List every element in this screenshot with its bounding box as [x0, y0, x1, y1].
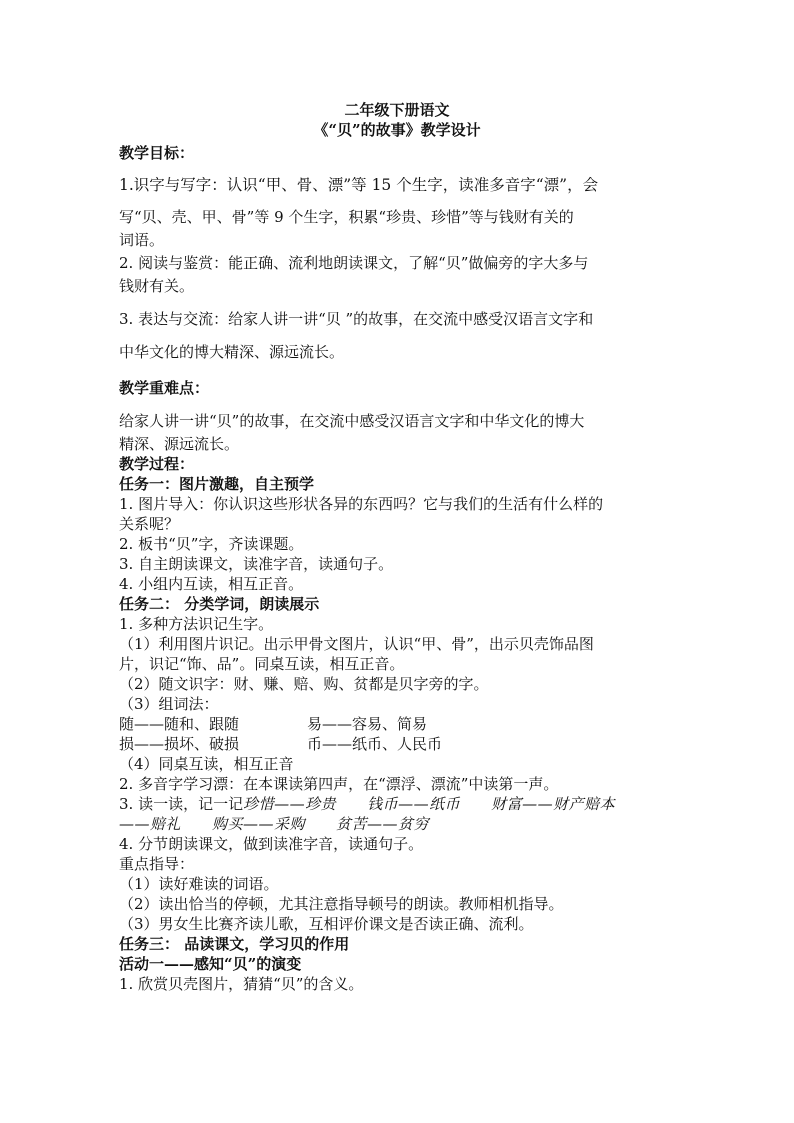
guide-heading: 重点指导：	[119, 855, 195, 873]
task-2-step-3-line-2: ——赔礼 购买——采购 贫苦——贫穷	[119, 815, 430, 833]
process-heading: 教学过程：	[119, 455, 195, 473]
goal-3-line-1: 3. 表达与交流：给家人讲一讲“贝 ”的故事，在交流中感受汉语言文字和	[119, 310, 594, 328]
goal-1-line-3: 词语。	[119, 231, 165, 249]
task-1-step-2: 2. 板书“贝”字，齐读课题。	[119, 535, 304, 553]
goal-2-line-1: 2. 阅读与鉴赏：能正确、流利地朗读课文，了解“贝”做偏旁的字大多与	[119, 254, 589, 272]
task-2-step-1d: （4）同桌互读，相互正音	[119, 755, 294, 773]
doc-title-grade: 二年级下册语文	[344, 101, 450, 119]
guide-item-1: （1）读好难读的词语。	[119, 875, 279, 893]
task-1-step-1-line-2: 关系呢？	[119, 515, 180, 533]
task-1-step-4: 4. 小组内互读，相互正音。	[119, 575, 304, 593]
activity-1-step-1: 1. 欣赏贝壳图片，猜猜“贝”的含义。	[119, 975, 364, 993]
task-2-step-2: 2. 多音字学习漂：在本课读第四声，在“漂浮、漂流”中读第一声。	[119, 775, 559, 793]
key-points-line-1: 给家人讲一讲“贝”的故事，在交流中感受汉语言文字和中华文化的博大	[119, 412, 585, 430]
activity-1-heading: 活动一——感知“贝”的演变	[119, 955, 302, 973]
goals-heading: 教学目标：	[119, 144, 195, 162]
goal-2-line-2: 钱财有关。	[119, 277, 195, 295]
task-1-step-1-line-1: 1. 图片导入：你认识这些形状各异的东西吗？它与我们的生活有什么样的	[119, 495, 604, 513]
task-2-step-1c: （3）组词法：	[119, 695, 219, 713]
task-2-step-1a-line-1: （1）利用图片识记。出示甲骨文图片，认识“甲、骨”，出示贝壳饰品图	[119, 635, 594, 653]
word-pair-row	[119, 714, 675, 734]
key-points-heading: 教学重难点：	[119, 379, 210, 397]
task-1-step-3: 3. 自主朗读课文，读准字音，读通句子。	[119, 555, 394, 573]
goal-1-line-2: 写“贝、壳、甲、骨”等 9 个生字，积累“珍贵、珍惜”等与钱财有关的	[119, 208, 574, 226]
word-pair-right: 币——纸币、人民币	[307, 735, 443, 753]
goal-1-line-1: 1.识字与写字：认识“甲、骨、漂”等 15 个生字，读准多音字“漂”，会	[119, 176, 599, 194]
task-1-heading: 任务一：图片激趣，自主预学	[119, 475, 315, 493]
word-pair-right: 易——容易、简易	[307, 715, 428, 733]
task-2-step-1: 1. 多种方法识记生字。	[119, 615, 274, 633]
task-2-step-4: 4. 分节朗读课文，做到读准字音，读通句子。	[119, 835, 424, 853]
task-2-step-1a-line-2: 片，识记“饰、品”。同桌互读，相互正音。	[119, 655, 405, 673]
guide-item-3: （3）男女生比赛齐读儿歌，互相评价课文是否读正确、流利。	[119, 915, 534, 933]
key-points-line-2: 精深、源远流长。	[119, 435, 240, 453]
task-2-step-3-words: 珍惜——珍贵 钱币——纸币 财富——财产赔本	[243, 795, 616, 813]
guide-item-2: （2）读出恰当的停顿，尤其注意指导顿号的朗读。教师相机指导。	[119, 895, 564, 913]
word-pair-left: 损——损坏、破损	[119, 735, 240, 753]
document-page	[119, 96, 675, 994]
task-2-step-3-prefix: 3. 读一读，记一记	[119, 795, 244, 813]
word-pair-left: 随——随和、跟随	[119, 715, 240, 733]
doc-title-lesson: 《“贝”的故事》教学设计	[313, 121, 481, 139]
task-2-step-3-line-1	[119, 794, 675, 814]
word-pair-row	[119, 734, 675, 754]
task-2-step-1b: （2）随文识字：财、赚、赔、购、贫都是贝字旁的字。	[119, 675, 489, 693]
task-2-heading: 任务二： 分类学词，朗读展示	[119, 595, 320, 613]
goal-3-line-2: 中华文化的博大精深、源远流长。	[119, 343, 345, 361]
task-3-heading: 任务三： 品读课文，学习贝的作用	[119, 935, 350, 953]
